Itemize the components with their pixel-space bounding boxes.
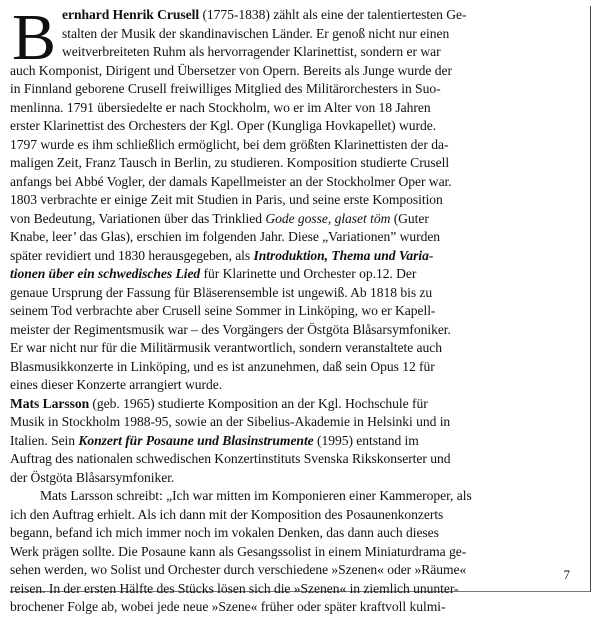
text-segment: Mats Larsson schreibt: „Ich war mitten im Komponieren einer Kammeroper, als bbox=[40, 488, 472, 503]
text-segment: Er war nicht nur für die Militärmusik verantwortlich, sondern veranstaltete auch bbox=[10, 340, 442, 355]
text-segment: Musik in Stockholm 1988-95, sowie an der Sibelius-Akademie in Helsinki und in bbox=[10, 414, 451, 429]
text-segment: menlinna. 1791 übersiedelte er nach Stockholm, wo er im Alter von 18 Jahren bbox=[10, 99, 431, 115]
text-line bbox=[10, 43, 587, 62]
text-line bbox=[10, 506, 587, 525]
text-segment: Mats Larsson bbox=[10, 395, 90, 411]
text-segment: (Guter bbox=[390, 210, 429, 226]
paragraph-larsson bbox=[10, 395, 587, 488]
text-line bbox=[10, 561, 587, 580]
text-segment: (1775-1838) zählt als eine der talentiertesten Ge- bbox=[199, 7, 467, 22]
drop-cap-letter: B bbox=[12, 1, 56, 74]
text-segment: maligen Zeit, Franz Tausch in Berlin, zu studieren. Komposition studierte Crusell bbox=[10, 155, 450, 170]
text-line bbox=[10, 117, 587, 136]
text-segment: brochener Folge ab, wobei jede neue »Szene« früher oder später kraftvoll kulmi- bbox=[10, 599, 446, 614]
text-line bbox=[10, 321, 587, 340]
text-segment: Blasmusikkonzerte in Linköping, und es ist anzunehmen, daß sein Opus 12 für bbox=[10, 358, 435, 374]
text-line bbox=[10, 358, 587, 377]
text-segment: Auftrag des nationalen schwedischen Konzertinstituts Svenska Rikskonserter und bbox=[10, 451, 451, 466]
text-segment: von Bedeutung, Variationen über das Trinklied bbox=[10, 210, 266, 226]
text-segment: der Östgöta Blåsarsymfoniker. bbox=[10, 469, 175, 485]
text-line bbox=[10, 450, 587, 469]
text-line bbox=[10, 580, 587, 599]
text-segment: 1803 verbrachte er einige Zeit mit Studien in Paris, und seine erste Komposition bbox=[10, 192, 443, 207]
text-line bbox=[10, 173, 587, 192]
text-segment: Werk prägen sollte. Die Posaune kann als Gesangssolist in einem Miniaturdrama ge- bbox=[10, 543, 467, 559]
text-segment: (geb. 1965) studierte Komposition an der Kgl. Hochschule für bbox=[89, 395, 428, 411]
text-line bbox=[10, 191, 587, 210]
text-line bbox=[10, 247, 587, 266]
text-line bbox=[10, 265, 587, 284]
text-segment: sehen werden, wo Solist und Orchester durch verschiedene »Szenen« oder »Räume« bbox=[10, 562, 467, 577]
paragraph-crusell bbox=[10, 1, 587, 395]
text-line bbox=[10, 99, 587, 118]
text-segment: Konzert für Posaune und Blasinstrumente bbox=[78, 432, 314, 448]
text-segment: ich den Auftrag erhielt. Als ich dann mit der Komposition des Posaunenkonzerts bbox=[10, 506, 444, 522]
text-segment: in Finnland geborene Crusell freiwilliges Mitglied des Militärorchesters in Suo- bbox=[10, 81, 441, 96]
text-segment: seinem Tod verbrachte aber Crusell seine Sommer in Linköping, wo er Kapell- bbox=[10, 303, 436, 318]
text-segment: (1995) entstand im bbox=[313, 432, 419, 448]
text-line bbox=[10, 487, 587, 506]
text-segment: begann, befand ich mich immer noch im vokalen Denken, das dann auch dieses bbox=[10, 525, 439, 540]
text-segment: genaue Ursprung der Fassung für Bläserensemble ist ungewiß. Ab 1818 bis zu bbox=[10, 284, 433, 300]
text-line bbox=[10, 469, 587, 488]
text-line bbox=[10, 25, 587, 44]
text-line bbox=[10, 136, 587, 155]
text-line bbox=[10, 339, 587, 358]
text-segment: Italien. Sein bbox=[10, 432, 79, 448]
text-segment: anfangs bei Abbé Vogler, der damals Kapellmeister an der Stockholmer Oper war. bbox=[10, 173, 452, 189]
page-number: 7 bbox=[563, 567, 570, 582]
text-segment: 1797 wurde es ihm schließlich ermöglicht, bei dem größten Klarinettisten der da- bbox=[10, 136, 449, 152]
text-line bbox=[10, 543, 587, 562]
text-segment: für Klarinette und Orchester op.12. Der bbox=[200, 266, 417, 281]
paragraph-larsson-quote bbox=[10, 487, 587, 617]
text-line bbox=[10, 395, 587, 414]
text-segment: stalten der Musik der skandinavischen Länder. Er genoß nicht nur einen bbox=[62, 25, 450, 41]
text-segment: weitverbreiteten Ruhm als hervorragender Klarinettist, sondern er war bbox=[62, 44, 441, 59]
text-line bbox=[10, 6, 587, 25]
text-line bbox=[10, 80, 587, 99]
text-line bbox=[10, 598, 587, 617]
text-line bbox=[10, 376, 587, 395]
article-text bbox=[10, 1, 587, 617]
document-page bbox=[10, 1, 591, 614]
text-line bbox=[10, 302, 587, 321]
text-segment: tionen über ein schwedisches Lied bbox=[10, 266, 201, 281]
text-segment: Gode gosse, glaset töm bbox=[265, 210, 391, 226]
text-segment: meister der Regimentsmusik war – des Vorgängers der Östgöta Blåsarsymfoniker. bbox=[10, 321, 451, 337]
text-line bbox=[10, 228, 587, 247]
text-segment: erster Klarinettist des Orchesters der Kgl. Oper (Kungliga Hovkapellet) wurde. bbox=[10, 118, 437, 133]
text-line bbox=[10, 210, 587, 229]
text-segment: ernhard Henrik Crusell bbox=[62, 7, 200, 22]
text-segment: reisen. In der ersten Hälfte des Stücks lösen sich die »Szenen« in ziemlich ununter- bbox=[10, 580, 459, 596]
text-line bbox=[10, 432, 587, 451]
text-line bbox=[10, 284, 587, 303]
text-segment: Knabe, leer’ das Glas), erschien im folgenden Jahr. Diese „Variationen” wurden bbox=[10, 229, 441, 244]
text-line bbox=[10, 524, 587, 543]
text-segment: Introduktion, Thema und Varia- bbox=[253, 247, 434, 263]
text-line bbox=[10, 413, 587, 432]
text-segment: auch Komponist, Dirigent und Übersetzer von Opern. Bereits als Junge wurde der bbox=[10, 62, 452, 78]
text-segment: später revidiert und 1830 herausgegeben, als bbox=[10, 247, 254, 263]
text-line bbox=[10, 62, 587, 81]
text-segment: eines dieser Konzerte arrangiert wurde. bbox=[10, 377, 223, 392]
paragraph-crusell-lines bbox=[10, 1, 587, 395]
text-line bbox=[10, 154, 587, 173]
